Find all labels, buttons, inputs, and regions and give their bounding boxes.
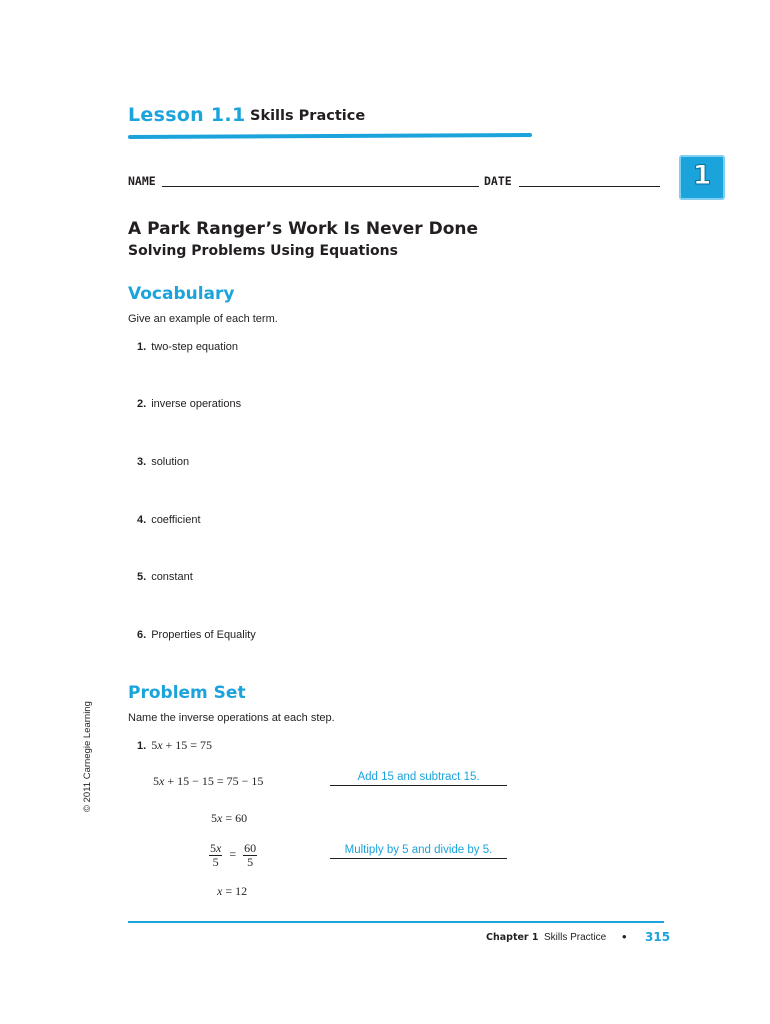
- chapter-tab: [679, 155, 725, 200]
- problem-set-instruction: Name the inverse operations at each step.: [128, 712, 335, 724]
- vocab-item-term: Properties of Equality: [151, 629, 256, 641]
- date-label: DATE: [484, 174, 512, 188]
- problem-step-2: 5x + 15 − 15 = 75 − 15: [153, 774, 264, 788]
- lesson-number: Lesson 1.1: [128, 104, 246, 126]
- answer-step-2: Multiply by 5 and divide by 5.: [330, 844, 507, 859]
- problem-step-4: $\frac{5x}{5}$ = $\frac{60}{5}$: [210, 841, 257, 869]
- copyright-notice: © 2011 Carnegie Learning: [82, 701, 93, 812]
- problem-step-5: x = 12: [217, 884, 248, 898]
- vocab-item-term: coefficient: [151, 514, 201, 526]
- vocab-item-number: 5.: [137, 571, 147, 583]
- vocab-item: [137, 398, 241, 410]
- header-rule: [128, 133, 532, 139]
- vocab-item-number: 1.: [137, 341, 147, 353]
- problem-step-1: 1. 5x + 15 = 75: [137, 738, 213, 752]
- section-heading: Skills Practice: [250, 108, 366, 124]
- vocab-item-term: two-step equation: [151, 341, 239, 353]
- chapter-tab-number: 1: [692, 160, 712, 191]
- vocab-item: [137, 341, 238, 353]
- footer-section: Skills Practice: [544, 932, 607, 943]
- vocab-item-term: solution: [151, 456, 190, 468]
- problem-set-heading: Problem Set: [128, 683, 246, 703]
- vocab-item-term: inverse operations: [151, 398, 242, 410]
- page-number: 315: [645, 930, 671, 944]
- footer-bullet: •: [622, 929, 627, 944]
- page-title: A Park Ranger’s Work Is Never Done: [128, 219, 479, 239]
- footer-rule: [128, 921, 664, 923]
- name-field[interactable]: [162, 186, 479, 187]
- name-label: NAME: [128, 174, 156, 188]
- fraction-left: $\frac{5x}{5}$: [210, 841, 222, 869]
- problem-number: 1.: [137, 740, 147, 752]
- vocab-item-number: 6.: [137, 629, 147, 641]
- vocab-item: [137, 514, 201, 526]
- vocab-item: [137, 629, 256, 641]
- vocab-item: [137, 571, 193, 583]
- vocabulary-instruction: Give an example of each term.: [128, 313, 278, 325]
- footer-chapter: Chapter 1: [486, 932, 539, 943]
- vocab-item-number: 2.: [137, 398, 147, 410]
- vocabulary-heading: Vocabulary: [128, 284, 235, 304]
- vocab-item-number: 3.: [137, 456, 147, 468]
- answer-step-1: Add 15 and subtract 15.: [330, 771, 507, 786]
- vocab-item-term: constant: [151, 571, 193, 583]
- vocab-item: [137, 456, 189, 468]
- problem-step-3: 5x = 60: [211, 811, 248, 825]
- page-subtitle: Solving Problems Using Equations: [128, 243, 398, 259]
- date-field[interactable]: [519, 186, 660, 187]
- fraction-right: $\frac{60}{5}$: [244, 841, 257, 869]
- vocab-item-number: 4.: [137, 514, 147, 526]
